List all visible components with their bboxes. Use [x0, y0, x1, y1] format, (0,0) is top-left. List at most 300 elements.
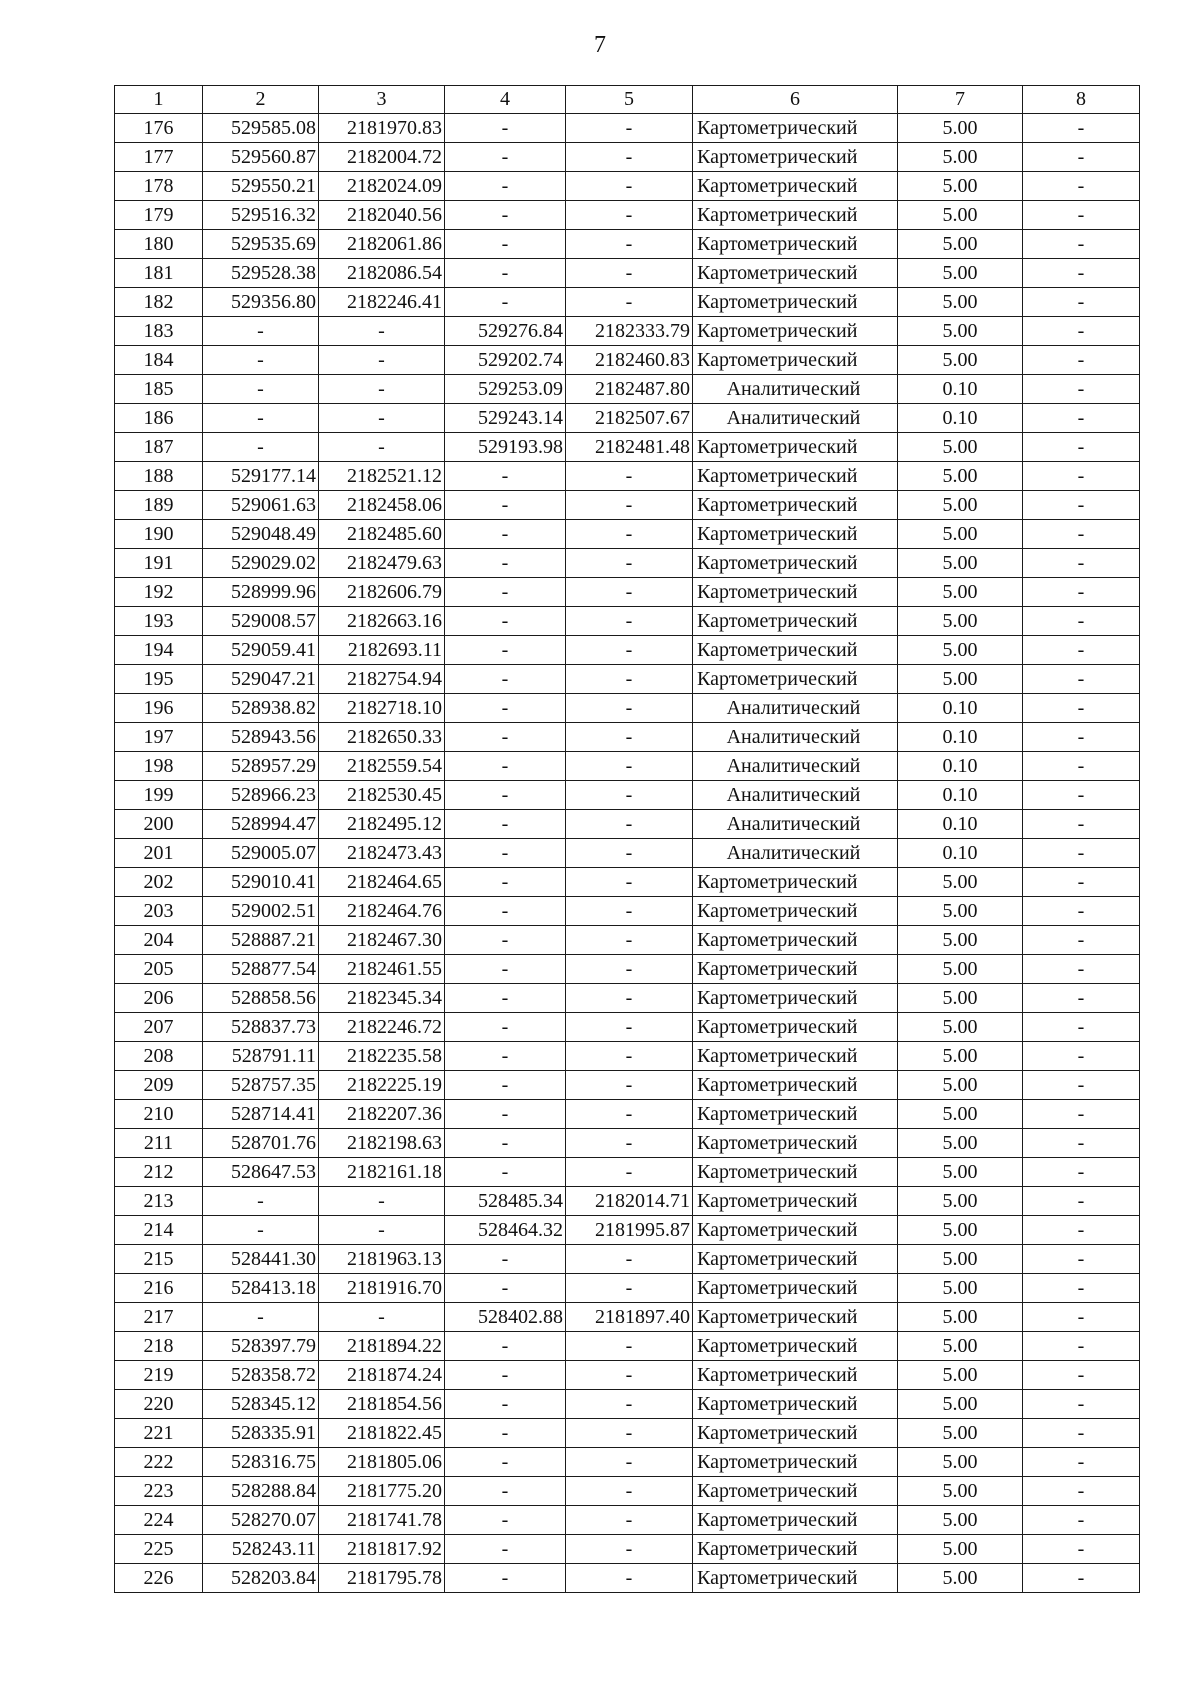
table-row [115, 984, 1140, 1013]
note-cell: - [1023, 259, 1140, 288]
x-existing-cell: 528957.29 [203, 752, 319, 781]
y-existing-cell: 2182693.11 [319, 636, 445, 665]
accuracy-cell: 5.00 [898, 520, 1023, 549]
table-row [115, 1477, 1140, 1506]
y-existing-cell: 2182473.43 [319, 839, 445, 868]
accuracy-cell: 5.00 [898, 1187, 1023, 1216]
y-new-cell: - [566, 665, 693, 694]
column-header-2: 2 [203, 86, 319, 114]
method-cell: Картометрический [693, 1245, 898, 1274]
table-row [115, 549, 1140, 578]
y-existing-cell: 2182530.45 [319, 781, 445, 810]
x-existing-cell: 529047.21 [203, 665, 319, 694]
point-number-cell: 223 [115, 1477, 203, 1506]
accuracy-cell: 0.10 [898, 781, 1023, 810]
y-existing-cell: 2181822.45 [319, 1419, 445, 1448]
point-number-cell: 197 [115, 723, 203, 752]
table-row [115, 781, 1140, 810]
method-cell: Картометрический [693, 288, 898, 317]
accuracy-cell: 5.00 [898, 549, 1023, 578]
y-new-cell: - [566, 230, 693, 259]
x-new-cell: - [445, 1013, 566, 1042]
accuracy-cell: 5.00 [898, 317, 1023, 346]
table-row [115, 868, 1140, 897]
note-cell: - [1023, 114, 1140, 143]
point-number-cell: 215 [115, 1245, 203, 1274]
y-new-cell: 2181995.87 [566, 1216, 693, 1245]
table-row [115, 433, 1140, 462]
x-new-cell: - [445, 1042, 566, 1071]
note-cell: - [1023, 1216, 1140, 1245]
method-cell: Картометрический [693, 1390, 898, 1419]
table-row [115, 723, 1140, 752]
table-row [115, 201, 1140, 230]
method-cell: Аналитический [693, 752, 898, 781]
y-existing-cell: 2182207.36 [319, 1100, 445, 1129]
note-cell: - [1023, 404, 1140, 433]
table-row [115, 1448, 1140, 1477]
accuracy-cell: 5.00 [898, 143, 1023, 172]
x-existing-cell: 528999.96 [203, 578, 319, 607]
y-new-cell: - [566, 1013, 693, 1042]
note-cell: - [1023, 433, 1140, 462]
method-cell: Картометрический [693, 636, 898, 665]
table-row [115, 230, 1140, 259]
accuracy-cell: 5.00 [898, 897, 1023, 926]
x-existing-cell: 529516.32 [203, 201, 319, 230]
point-number-cell: 199 [115, 781, 203, 810]
note-cell: - [1023, 1100, 1140, 1129]
note-cell: - [1023, 955, 1140, 984]
x-existing-cell: 528877.54 [203, 955, 319, 984]
y-new-cell: - [566, 462, 693, 491]
x-existing-cell: - [203, 346, 319, 375]
y-existing-cell: 2182246.72 [319, 1013, 445, 1042]
x-existing-cell: 528441.30 [203, 1245, 319, 1274]
x-new-cell: - [445, 491, 566, 520]
y-existing-cell: 2182559.54 [319, 752, 445, 781]
method-cell: Картометрический [693, 1477, 898, 1506]
y-existing-cell: - [319, 317, 445, 346]
note-cell: - [1023, 694, 1140, 723]
table-row [115, 607, 1140, 636]
point-number-cell: 198 [115, 752, 203, 781]
x-new-cell: 528402.88 [445, 1303, 566, 1332]
table-row [115, 1361, 1140, 1390]
table-row [115, 1100, 1140, 1129]
note-cell: - [1023, 1564, 1140, 1593]
table-row [115, 1564, 1140, 1593]
x-existing-cell: - [203, 433, 319, 462]
x-new-cell: - [445, 752, 566, 781]
y-new-cell: - [566, 114, 693, 143]
point-number-cell: 218 [115, 1332, 203, 1361]
accuracy-cell: 5.00 [898, 955, 1023, 984]
method-cell: Аналитический [693, 694, 898, 723]
x-existing-cell: 528203.84 [203, 1564, 319, 1593]
accuracy-cell: 5.00 [898, 578, 1023, 607]
y-existing-cell: - [319, 346, 445, 375]
method-cell: Картометрический [693, 201, 898, 230]
y-existing-cell: 2181795.78 [319, 1564, 445, 1593]
note-cell: - [1023, 1042, 1140, 1071]
method-cell: Аналитический [693, 781, 898, 810]
y-new-cell: - [566, 897, 693, 926]
x-new-cell: - [445, 1419, 566, 1448]
accuracy-cell: 5.00 [898, 259, 1023, 288]
point-number-cell: 178 [115, 172, 203, 201]
method-cell: Картометрический [693, 1013, 898, 1042]
point-number-cell: 210 [115, 1100, 203, 1129]
x-new-cell: - [445, 1071, 566, 1100]
point-number-cell: 224 [115, 1506, 203, 1535]
y-new-cell: 2182507.67 [566, 404, 693, 433]
y-new-cell: - [566, 694, 693, 723]
note-cell: - [1023, 1303, 1140, 1332]
table-row [115, 1535, 1140, 1564]
y-new-cell: 2182460.83 [566, 346, 693, 375]
table-row [115, 1419, 1140, 1448]
y-existing-cell: 2181817.92 [319, 1535, 445, 1564]
accuracy-cell: 0.10 [898, 694, 1023, 723]
y-new-cell: - [566, 1564, 693, 1593]
method-cell: Картометрический [693, 1042, 898, 1071]
y-new-cell: - [566, 1100, 693, 1129]
method-cell: Картометрический [693, 955, 898, 984]
y-existing-cell: 2182464.65 [319, 868, 445, 897]
table-row [115, 1390, 1140, 1419]
x-existing-cell: 529585.08 [203, 114, 319, 143]
y-new-cell: - [566, 491, 693, 520]
y-new-cell: - [566, 1361, 693, 1390]
point-number-cell: 208 [115, 1042, 203, 1071]
point-number-cell: 186 [115, 404, 203, 433]
x-new-cell: - [445, 1100, 566, 1129]
y-existing-cell: 2182225.19 [319, 1071, 445, 1100]
y-existing-cell: 2181874.24 [319, 1361, 445, 1390]
accuracy-cell: 5.00 [898, 201, 1023, 230]
accuracy-cell: 5.00 [898, 1303, 1023, 1332]
y-existing-cell: 2182467.30 [319, 926, 445, 955]
point-number-cell: 209 [115, 1071, 203, 1100]
table-row [115, 1129, 1140, 1158]
note-cell: - [1023, 781, 1140, 810]
note-cell: - [1023, 578, 1140, 607]
note-cell: - [1023, 1013, 1140, 1042]
y-new-cell: - [566, 926, 693, 955]
y-existing-cell: 2182754.94 [319, 665, 445, 694]
y-new-cell: - [566, 201, 693, 230]
method-cell: Картометрический [693, 868, 898, 897]
y-new-cell: - [566, 1158, 693, 1187]
accuracy-cell: 5.00 [898, 114, 1023, 143]
y-new-cell: - [566, 607, 693, 636]
x-new-cell: - [445, 143, 566, 172]
x-new-cell: - [445, 897, 566, 926]
method-cell: Картометрический [693, 1564, 898, 1593]
x-new-cell: - [445, 578, 566, 607]
y-new-cell: - [566, 288, 693, 317]
y-existing-cell: 2182235.58 [319, 1042, 445, 1071]
x-new-cell: - [445, 1477, 566, 1506]
y-existing-cell: - [319, 375, 445, 404]
x-existing-cell: 529177.14 [203, 462, 319, 491]
x-existing-cell: 528757.35 [203, 1071, 319, 1100]
table-row [115, 1158, 1140, 1187]
point-number-cell: 220 [115, 1390, 203, 1419]
x-new-cell: - [445, 1506, 566, 1535]
x-new-cell: 528485.34 [445, 1187, 566, 1216]
y-existing-cell: - [319, 1216, 445, 1245]
y-existing-cell: 2182004.72 [319, 143, 445, 172]
y-new-cell: - [566, 810, 693, 839]
x-new-cell: - [445, 1274, 566, 1303]
y-new-cell: 2182487.80 [566, 375, 693, 404]
table-row [115, 665, 1140, 694]
accuracy-cell: 5.00 [898, 1042, 1023, 1071]
accuracy-cell: 0.10 [898, 375, 1023, 404]
y-existing-cell: 2182345.34 [319, 984, 445, 1013]
y-existing-cell: 2181963.13 [319, 1245, 445, 1274]
x-existing-cell: 529048.49 [203, 520, 319, 549]
note-cell: - [1023, 1274, 1140, 1303]
note-cell: - [1023, 607, 1140, 636]
accuracy-cell: 5.00 [898, 172, 1023, 201]
accuracy-cell: 5.00 [898, 607, 1023, 636]
method-cell: Картометрический [693, 433, 898, 462]
x-new-cell: - [445, 172, 566, 201]
point-number-cell: 204 [115, 926, 203, 955]
accuracy-cell: 5.00 [898, 1477, 1023, 1506]
x-new-cell: - [445, 636, 566, 665]
table-row [115, 404, 1140, 433]
method-cell: Картометрический [693, 607, 898, 636]
y-existing-cell: 2182198.63 [319, 1129, 445, 1158]
y-existing-cell: 2182040.56 [319, 201, 445, 230]
method-cell: Картометрический [693, 1187, 898, 1216]
accuracy-cell: 5.00 [898, 288, 1023, 317]
x-new-cell: - [445, 1245, 566, 1274]
point-number-cell: 180 [115, 230, 203, 259]
method-cell: Картометрический [693, 926, 898, 955]
accuracy-cell: 5.00 [898, 1506, 1023, 1535]
point-number-cell: 225 [115, 1535, 203, 1564]
y-new-cell: - [566, 143, 693, 172]
x-existing-cell: 529010.41 [203, 868, 319, 897]
note-cell: - [1023, 1448, 1140, 1477]
x-new-cell: 529202.74 [445, 346, 566, 375]
y-new-cell: - [566, 781, 693, 810]
x-existing-cell: - [203, 1303, 319, 1332]
x-existing-cell: 528358.72 [203, 1361, 319, 1390]
y-new-cell: 2182014.71 [566, 1187, 693, 1216]
accuracy-cell: 0.10 [898, 839, 1023, 868]
point-number-cell: 176 [115, 114, 203, 143]
method-cell: Картометрический [693, 578, 898, 607]
table-row [115, 375, 1140, 404]
table-row [115, 259, 1140, 288]
y-new-cell: - [566, 549, 693, 578]
point-number-cell: 213 [115, 1187, 203, 1216]
note-cell: - [1023, 1187, 1140, 1216]
point-number-cell: 187 [115, 433, 203, 462]
method-cell: Аналитический [693, 375, 898, 404]
table-row [115, 694, 1140, 723]
column-header-6: 6 [693, 86, 898, 114]
y-existing-cell: 2182464.76 [319, 897, 445, 926]
accuracy-cell: 5.00 [898, 636, 1023, 665]
x-existing-cell: 528288.84 [203, 1477, 319, 1506]
method-cell: Картометрический [693, 1100, 898, 1129]
x-new-cell: - [445, 1158, 566, 1187]
x-existing-cell: 528791.11 [203, 1042, 319, 1071]
x-existing-cell: 528714.41 [203, 1100, 319, 1129]
method-cell: Картометрический [693, 1448, 898, 1477]
x-new-cell: - [445, 520, 566, 549]
x-existing-cell: 529059.41 [203, 636, 319, 665]
y-new-cell: - [566, 1042, 693, 1071]
x-new-cell: - [445, 259, 566, 288]
method-cell: Аналитический [693, 810, 898, 839]
point-number-cell: 222 [115, 1448, 203, 1477]
y-existing-cell: 2182024.09 [319, 172, 445, 201]
x-existing-cell: 528270.07 [203, 1506, 319, 1535]
accuracy-cell: 5.00 [898, 1245, 1023, 1274]
table-row [115, 926, 1140, 955]
table-row [115, 897, 1140, 926]
accuracy-cell: 0.10 [898, 810, 1023, 839]
point-number-cell: 221 [115, 1419, 203, 1448]
x-existing-cell: - [203, 317, 319, 346]
point-number-cell: 200 [115, 810, 203, 839]
y-existing-cell: 2182458.06 [319, 491, 445, 520]
table-row [115, 1042, 1140, 1071]
accuracy-cell: 5.00 [898, 1564, 1023, 1593]
table-row [115, 1506, 1140, 1535]
y-new-cell: - [566, 1477, 693, 1506]
y-new-cell: - [566, 1535, 693, 1564]
y-new-cell: - [566, 1129, 693, 1158]
x-existing-cell: - [203, 1216, 319, 1245]
method-cell: Картометрический [693, 114, 898, 143]
x-new-cell: - [445, 984, 566, 1013]
y-new-cell: - [566, 984, 693, 1013]
x-new-cell: - [445, 665, 566, 694]
y-new-cell: - [566, 955, 693, 984]
note-cell: - [1023, 491, 1140, 520]
accuracy-cell: 5.00 [898, 1100, 1023, 1129]
method-cell: Картометрический [693, 549, 898, 578]
table-row [115, 317, 1140, 346]
accuracy-cell: 5.00 [898, 462, 1023, 491]
method-cell: Аналитический [693, 404, 898, 433]
note-cell: - [1023, 375, 1140, 404]
x-existing-cell: 529535.69 [203, 230, 319, 259]
table-row [115, 1216, 1140, 1245]
accuracy-cell: 5.00 [898, 1216, 1023, 1245]
note-cell: - [1023, 201, 1140, 230]
y-new-cell: - [566, 1419, 693, 1448]
point-number-cell: 183 [115, 317, 203, 346]
point-number-cell: 196 [115, 694, 203, 723]
point-number-cell: 207 [115, 1013, 203, 1042]
y-new-cell: - [566, 1448, 693, 1477]
note-cell: - [1023, 230, 1140, 259]
x-existing-cell: 529356.80 [203, 288, 319, 317]
y-new-cell: - [566, 723, 693, 752]
x-new-cell: 529193.98 [445, 433, 566, 462]
note-cell: - [1023, 1245, 1140, 1274]
y-existing-cell: 2182650.33 [319, 723, 445, 752]
x-new-cell: - [445, 549, 566, 578]
y-existing-cell: 2181970.83 [319, 114, 445, 143]
table-row [115, 346, 1140, 375]
x-new-cell: 528464.32 [445, 1216, 566, 1245]
table-body [115, 114, 1140, 1593]
point-number-cell: 192 [115, 578, 203, 607]
method-cell: Картометрический [693, 1506, 898, 1535]
x-existing-cell: 528335.91 [203, 1419, 319, 1448]
y-new-cell: - [566, 1071, 693, 1100]
y-new-cell: - [566, 172, 693, 201]
method-cell: Картометрический [693, 520, 898, 549]
x-new-cell: - [445, 607, 566, 636]
y-existing-cell: 2182485.60 [319, 520, 445, 549]
note-cell: - [1023, 1419, 1140, 1448]
accuracy-cell: 5.00 [898, 868, 1023, 897]
y-new-cell: 2182333.79 [566, 317, 693, 346]
x-existing-cell: 528701.76 [203, 1129, 319, 1158]
accuracy-cell: 5.00 [898, 346, 1023, 375]
x-new-cell: - [445, 1332, 566, 1361]
table-row [115, 1245, 1140, 1274]
note-cell: - [1023, 549, 1140, 578]
method-cell: Картометрический [693, 1361, 898, 1390]
point-number-cell: 191 [115, 549, 203, 578]
point-number-cell: 194 [115, 636, 203, 665]
table-row [115, 1332, 1140, 1361]
note-cell: - [1023, 665, 1140, 694]
x-new-cell: - [445, 1448, 566, 1477]
x-new-cell: - [445, 462, 566, 491]
x-existing-cell: - [203, 404, 319, 433]
method-cell: Картометрический [693, 1535, 898, 1564]
point-number-cell: 201 [115, 839, 203, 868]
x-new-cell: - [445, 288, 566, 317]
x-new-cell: - [445, 839, 566, 868]
table-row [115, 172, 1140, 201]
column-header-5: 5 [566, 86, 693, 114]
point-number-cell: 206 [115, 984, 203, 1013]
method-cell: Картометрический [693, 317, 898, 346]
point-number-cell: 190 [115, 520, 203, 549]
x-new-cell: - [445, 868, 566, 897]
note-cell: - [1023, 1129, 1140, 1158]
table-row [115, 839, 1140, 868]
point-number-cell: 188 [115, 462, 203, 491]
x-existing-cell: 528966.23 [203, 781, 319, 810]
table-row [115, 752, 1140, 781]
accuracy-cell: 5.00 [898, 1071, 1023, 1100]
y-new-cell: 2181897.40 [566, 1303, 693, 1332]
accuracy-cell: 5.00 [898, 1361, 1023, 1390]
point-number-cell: 214 [115, 1216, 203, 1245]
x-new-cell: - [445, 1361, 566, 1390]
accuracy-cell: 5.00 [898, 433, 1023, 462]
point-number-cell: 202 [115, 868, 203, 897]
method-cell: Картометрический [693, 172, 898, 201]
method-cell: Картометрический [693, 1129, 898, 1158]
